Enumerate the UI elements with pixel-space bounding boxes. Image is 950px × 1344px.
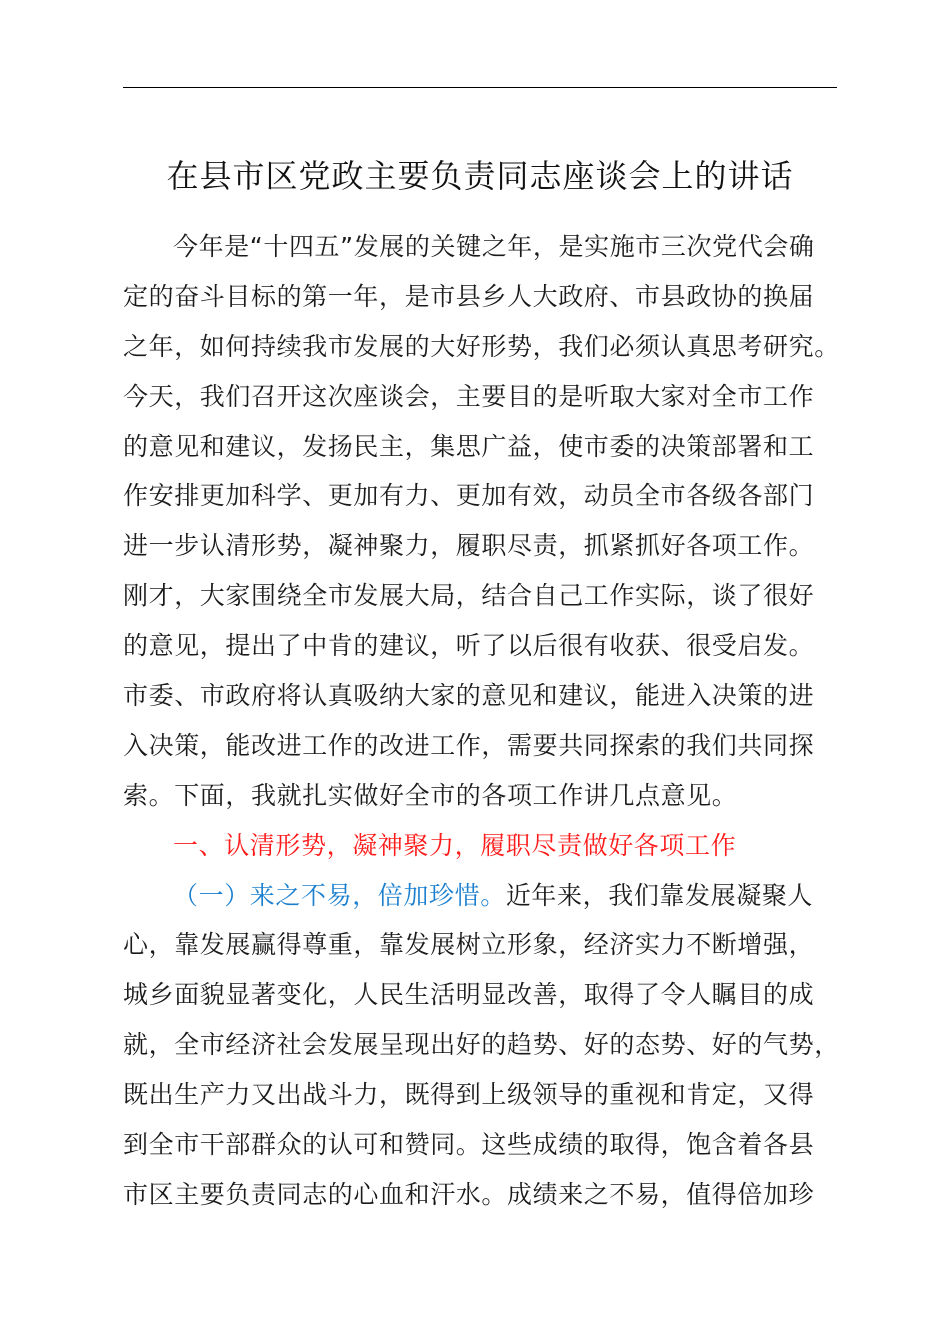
paragraph-line: 定的奋斗目标的第一年，是市县乡人大政府、市县政协的换届 — [123, 281, 815, 311]
subsection-first-line — [123, 871, 843, 921]
document-title: 在县市区党政主要负责同志座谈会上的讲话 — [166, 157, 794, 195]
paragraph-line: 既出生产力又出战斗力，既得到上级领导的重视和肯定，又得 — [123, 1080, 815, 1110]
paragraph-line: 市区主要负责同志的心血和汗水。成绩来之不易，值得倍加珍 — [123, 1179, 815, 1209]
paragraph-line: 就，全市经济社会发展呈现出好的趋势、好的态势、好的气势， — [123, 1030, 840, 1060]
paragraph-line: 的意见和建议，发扬民主，集思广益，使市委的决策部署和工 — [123, 431, 815, 461]
section-heading-2: （一）来之不易，倍加珍惜。 — [173, 880, 506, 910]
paragraph-line: 城乡面貌显著变化，人民生活明显改善，取得了令人瞩目的成 — [123, 980, 815, 1010]
paragraph-text: 近年来，我们靠发展凝聚人 — [505, 880, 814, 910]
paragraph-line: 索。下面，我就扎实做好全市的各项工作讲几点意见。 — [123, 780, 738, 810]
paragraph-line: 今天，我们召开这次座谈会，主要目的是听取大家对全市工作 — [123, 381, 815, 411]
paragraph-line: 心，靠发展赢得尊重，靠发展树立形象，经济实力不断增强， — [123, 930, 815, 960]
paragraph-line: 的意见，提出了中肯的建议，听了以后很有收获、很受启发。 — [123, 631, 815, 661]
paragraph-line: 今年是“十四五”发展的关键之年，是实施市三次党代会确 — [173, 232, 815, 261]
paragraph-line: 到全市干部群众的认可和赞同。这些成绩的取得，饱含着各县 — [123, 1130, 815, 1160]
section-heading-1: 一、认清形势，凝神聚力，履职尽责做好各项工作 — [173, 830, 737, 860]
paragraph-line: 市委、市政府将认真吸纳大家的意见和建议，能进入决策的进 — [123, 681, 815, 711]
paragraph-line: 之年，如何持续我市发展的大好形势，我们必须认真思考研究。 — [123, 331, 840, 361]
paragraph-line: 作安排更加科学、更加有力、更加有效，动员全市各级各部门 — [123, 481, 815, 511]
paragraph-line: 进一步认清形势，凝神聚力，履职尽责，抓紧抓好各项工作。 — [123, 531, 815, 561]
paragraph-line: 刚才，大家围绕全市发展大局，结合自己工作实际，谈了很好 — [123, 581, 815, 611]
header-rule — [123, 87, 837, 88]
paragraph-line: 入决策，能改进工作的改进工作，需要共同探索的我们共同探 — [123, 730, 815, 760]
document-body — [123, 222, 843, 1220]
